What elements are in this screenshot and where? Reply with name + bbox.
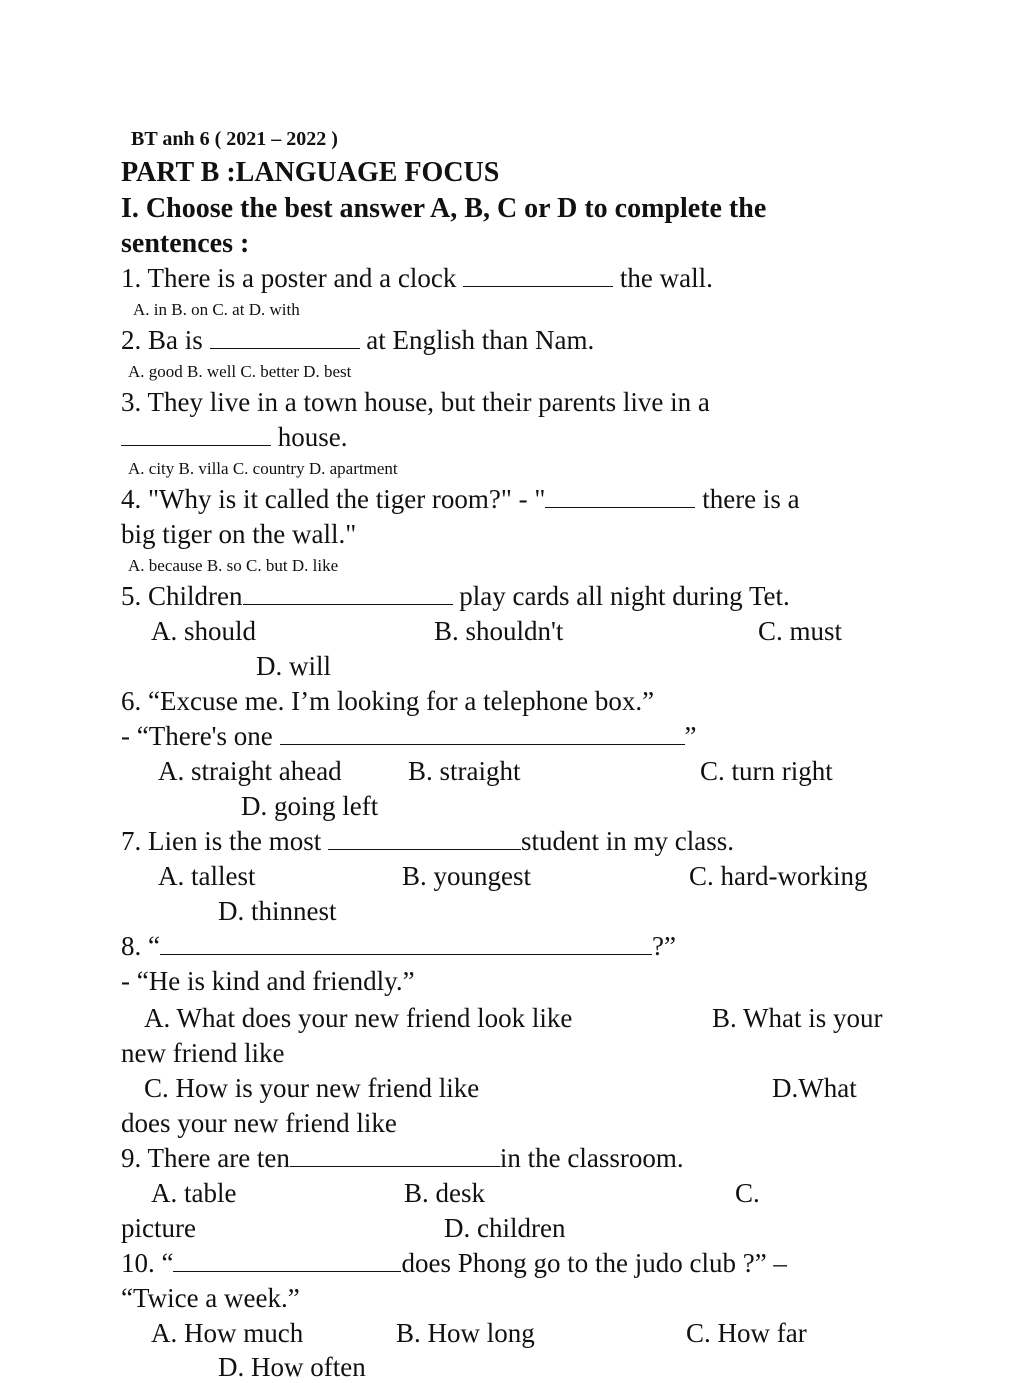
question-5-option-a: A. should xyxy=(151,616,257,646)
question-1-options: A. in B. on C. at D. with xyxy=(133,300,300,319)
question-10 xyxy=(121,1248,787,1279)
question-10-line2: “Twice a week.” xyxy=(121,1283,300,1313)
question-10-text-end: does Phong go to the judo club ?” – xyxy=(401,1248,787,1278)
question-2 xyxy=(121,325,594,356)
question-4-text-end: there is a xyxy=(702,484,800,514)
question-9-option-c: C. xyxy=(735,1178,760,1208)
question-5-text-end: play cards all night during Tet. xyxy=(459,581,790,611)
answer-blank xyxy=(463,264,613,287)
question-6-option-c: C. turn right xyxy=(700,756,833,786)
question-9-option-b: B. desk xyxy=(404,1178,485,1208)
question-8-option-d-cont: does your new friend like xyxy=(121,1108,397,1138)
question-5 xyxy=(121,581,790,612)
question-9-text: 9. There are ten xyxy=(121,1143,290,1173)
question-5-option-c: C. must xyxy=(758,616,843,646)
part-title: PART B :LANGUAGE FOCUS xyxy=(121,157,500,188)
question-3-text-end: house. xyxy=(277,422,348,452)
question-8-option-b-cont: new friend like xyxy=(121,1038,285,1068)
question-2-text-end: at English than Nam. xyxy=(366,325,595,355)
question-1-text: 1. There is a poster and a clock xyxy=(121,263,457,293)
question-8-line2: - “He is kind and friendly.” xyxy=(121,966,415,996)
question-5-option-d: D. will xyxy=(256,651,332,681)
question-9 xyxy=(121,1143,684,1174)
question-5-text: 5. Children xyxy=(121,581,243,611)
question-4-line2: big tiger on the wall." xyxy=(121,519,357,549)
answer-blank xyxy=(290,1144,500,1167)
question-3-line2 xyxy=(121,422,348,453)
question-10-option-d: D. How often xyxy=(218,1352,366,1382)
question-9-option-a: A. table xyxy=(151,1178,237,1208)
answer-blank xyxy=(121,423,271,446)
question-7-option-b: B. youngest xyxy=(402,861,532,891)
section-instruction-line1: I. Choose the best answer A, B, C or D to complete the xyxy=(121,193,767,224)
question-7-text: 7. Lien is the most xyxy=(121,826,322,856)
question-2-text: 2. Ba is xyxy=(121,325,203,355)
answer-blank xyxy=(280,722,685,745)
question-9-text-end: in the classroom. xyxy=(499,1143,684,1173)
question-8-text-end: ?” xyxy=(651,931,676,961)
question-8-option-a: A. What does your new friend look like xyxy=(144,1003,573,1033)
question-7-text-end: student in my class. xyxy=(520,826,734,856)
question-8-option-c: C. How is your new friend like xyxy=(144,1073,480,1103)
question-4-text: 4. "Why is it called the tiger room?" - " xyxy=(121,484,546,514)
question-1-text-end: the wall. xyxy=(619,263,713,293)
question-10-option-b: B. How long xyxy=(396,1318,535,1348)
question-6-line2 xyxy=(121,721,697,752)
question-7-option-d: D. thinnest xyxy=(218,896,337,926)
question-4-line1 xyxy=(121,484,800,515)
answer-blank xyxy=(545,485,695,508)
answer-blank xyxy=(328,827,521,850)
question-6-text: - “There's one xyxy=(121,721,273,751)
question-10-text: 10. “ xyxy=(121,1248,174,1278)
question-1 xyxy=(121,263,713,294)
worksheet-header: BT anh 6 ( 2021 – 2022 ) xyxy=(131,128,338,150)
question-8 xyxy=(121,931,676,962)
question-6-text-end: ” xyxy=(684,721,697,751)
question-7-option-a: A. tallest xyxy=(158,861,256,891)
question-6-option-b: B. straight xyxy=(408,756,521,786)
question-6-option-d: D. going left xyxy=(241,791,379,821)
question-4-options: A. because B. so C. but D. like xyxy=(128,556,339,575)
question-3-options: A. city B. villa C. country D. apartment xyxy=(128,459,398,478)
question-6-option-a: A. straight ahead xyxy=(158,756,342,786)
answer-blank xyxy=(210,326,360,349)
question-10-option-c: C. How far xyxy=(686,1318,807,1348)
question-8-text: 8. “ xyxy=(121,931,160,961)
question-9-option-c-cont: picture xyxy=(121,1213,196,1243)
question-5-option-b: B. shouldn't xyxy=(434,616,564,646)
question-8-option-d: D.What xyxy=(772,1073,857,1103)
question-2-options: A. good B. well C. better D. best xyxy=(128,362,352,381)
question-7-option-c: C. hard-working xyxy=(689,861,868,891)
answer-blank xyxy=(173,1249,401,1272)
question-3-line1: 3. They live in a town house, but their parents live in a xyxy=(121,387,710,417)
section-instruction-line2: sentences : xyxy=(121,228,250,259)
question-8-option-b: B. What is your xyxy=(712,1003,883,1033)
question-10-option-a: A. How much xyxy=(151,1318,304,1348)
question-9-option-d: D. children xyxy=(444,1213,566,1243)
question-7 xyxy=(121,826,734,857)
answer-blank xyxy=(243,582,453,605)
question-6-line1: 6. “Excuse me. I’m looking for a telephone box.” xyxy=(121,686,655,716)
answer-blank xyxy=(160,932,652,955)
